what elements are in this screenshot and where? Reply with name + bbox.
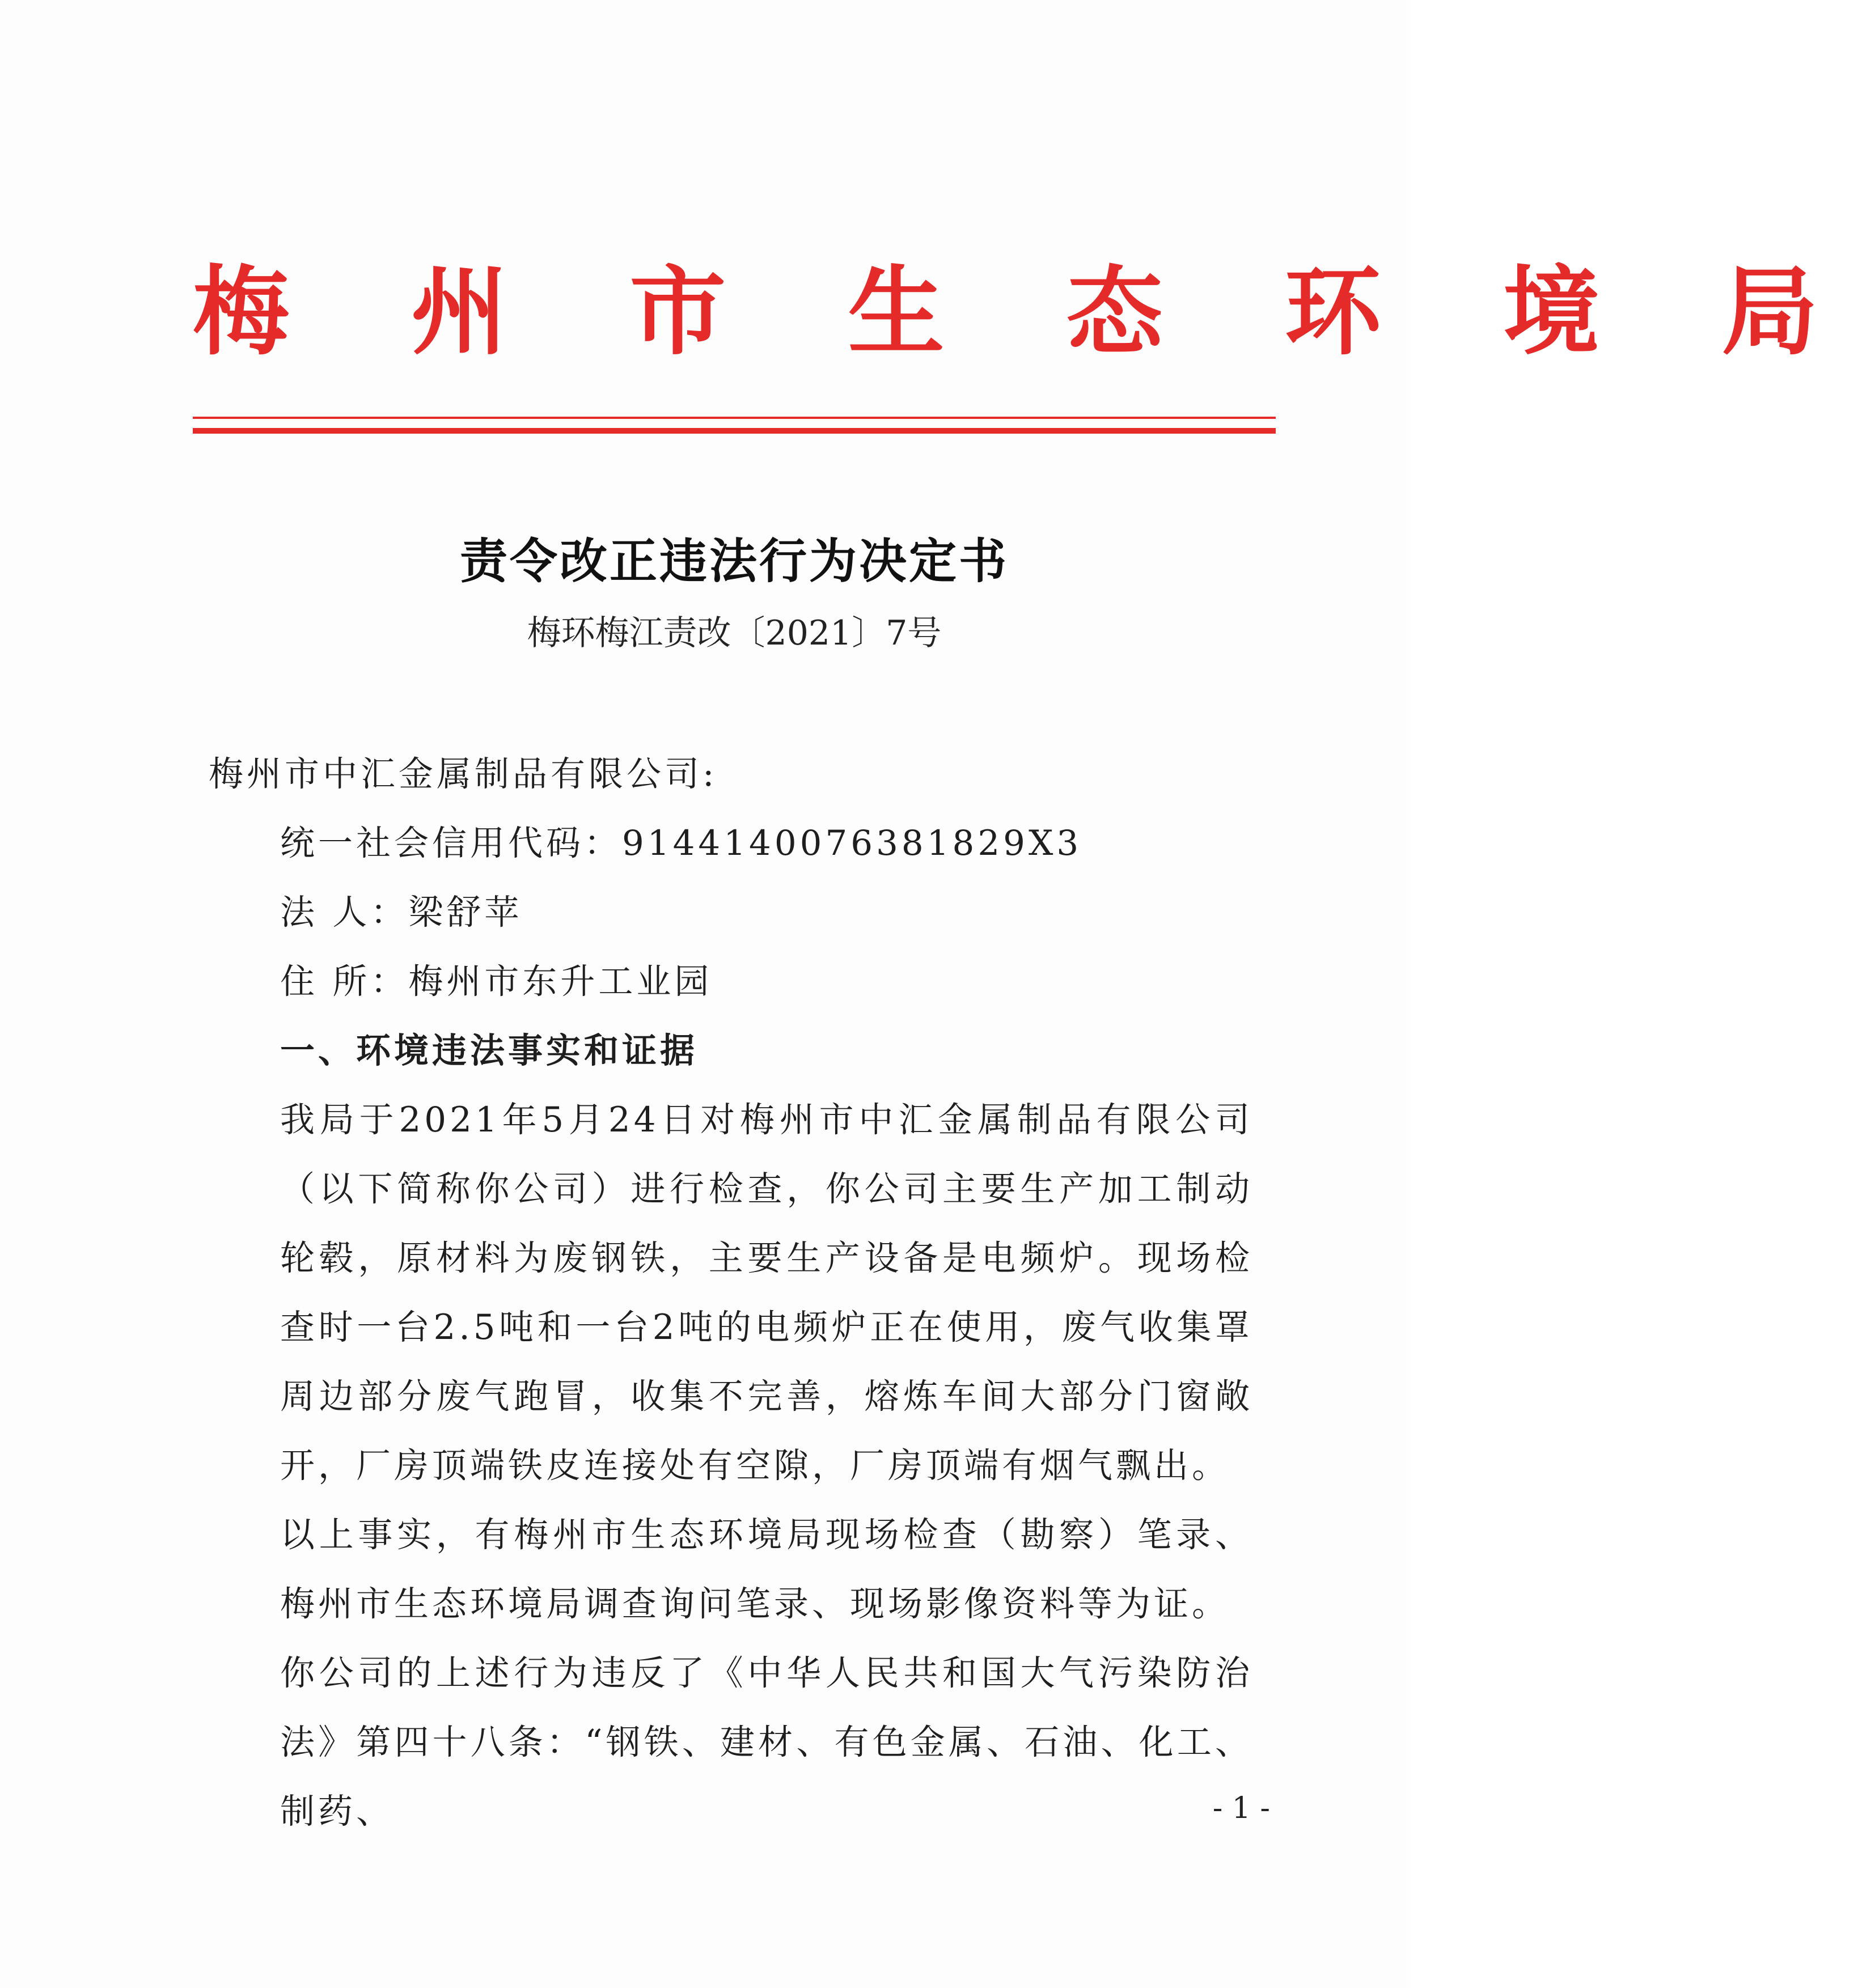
paragraph-legal-basis: 你公司的上述行为违反了《中华人民共和国大气污染防治法》第四十八条：“钢铁、建材、有色金属、石油、化工、制药、 bbox=[280, 1653, 1253, 1832]
agency-letterhead: 梅 州 市 生 态 环 境 局 bbox=[193, 255, 1862, 368]
letterhead-rule-thick bbox=[193, 428, 1276, 434]
paragraph-evidence: 以上事实，有梅州市生态环境局现场检查（勘察）笔录、梅州市生态环境局调查询问笔录、现场影像资料等为证。 bbox=[280, 1515, 1253, 1624]
recipient-address: 住 所：梅州市东升工业园 bbox=[280, 961, 713, 1002]
document-body bbox=[209, 740, 1253, 1846]
paragraph-inspection-facts: 我局于2021年5月24日对梅州市中汇金属制品有限公司（以下简称你公司）进行检查，你公司主要生产加工制动轮毂，原材料为废钢铁，主要生产设备是电频炉。现场检查时一台2.5吨和一台2吨的电频炉正在使用，废气收集罩周边部分废气跑冒，收集不完善，熔炼车间大部分门窗敞开，厂房顶端铁皮连接处有空隙，厂房顶端有烟气飘出。 bbox=[280, 1100, 1253, 1486]
recipient-credit-code: 统一社会信用代码：9144140076381829X3 bbox=[280, 823, 1082, 863]
recipient-legal-person: 法 人：梁舒苹 bbox=[280, 892, 523, 932]
recipient-name: 梅州市中汇金属制品有限公司: bbox=[209, 754, 718, 794]
document-number: 梅环梅江责改〔2021〕7号 bbox=[527, 613, 942, 653]
section-heading-violation-facts: 一、环境违法事实和证据 bbox=[280, 1031, 699, 1071]
document-title: 责令改正违法行为决定书 bbox=[459, 533, 1009, 589]
letterhead-rule-thin bbox=[193, 417, 1276, 419]
page-number: - 1 - bbox=[1212, 1791, 1270, 1825]
